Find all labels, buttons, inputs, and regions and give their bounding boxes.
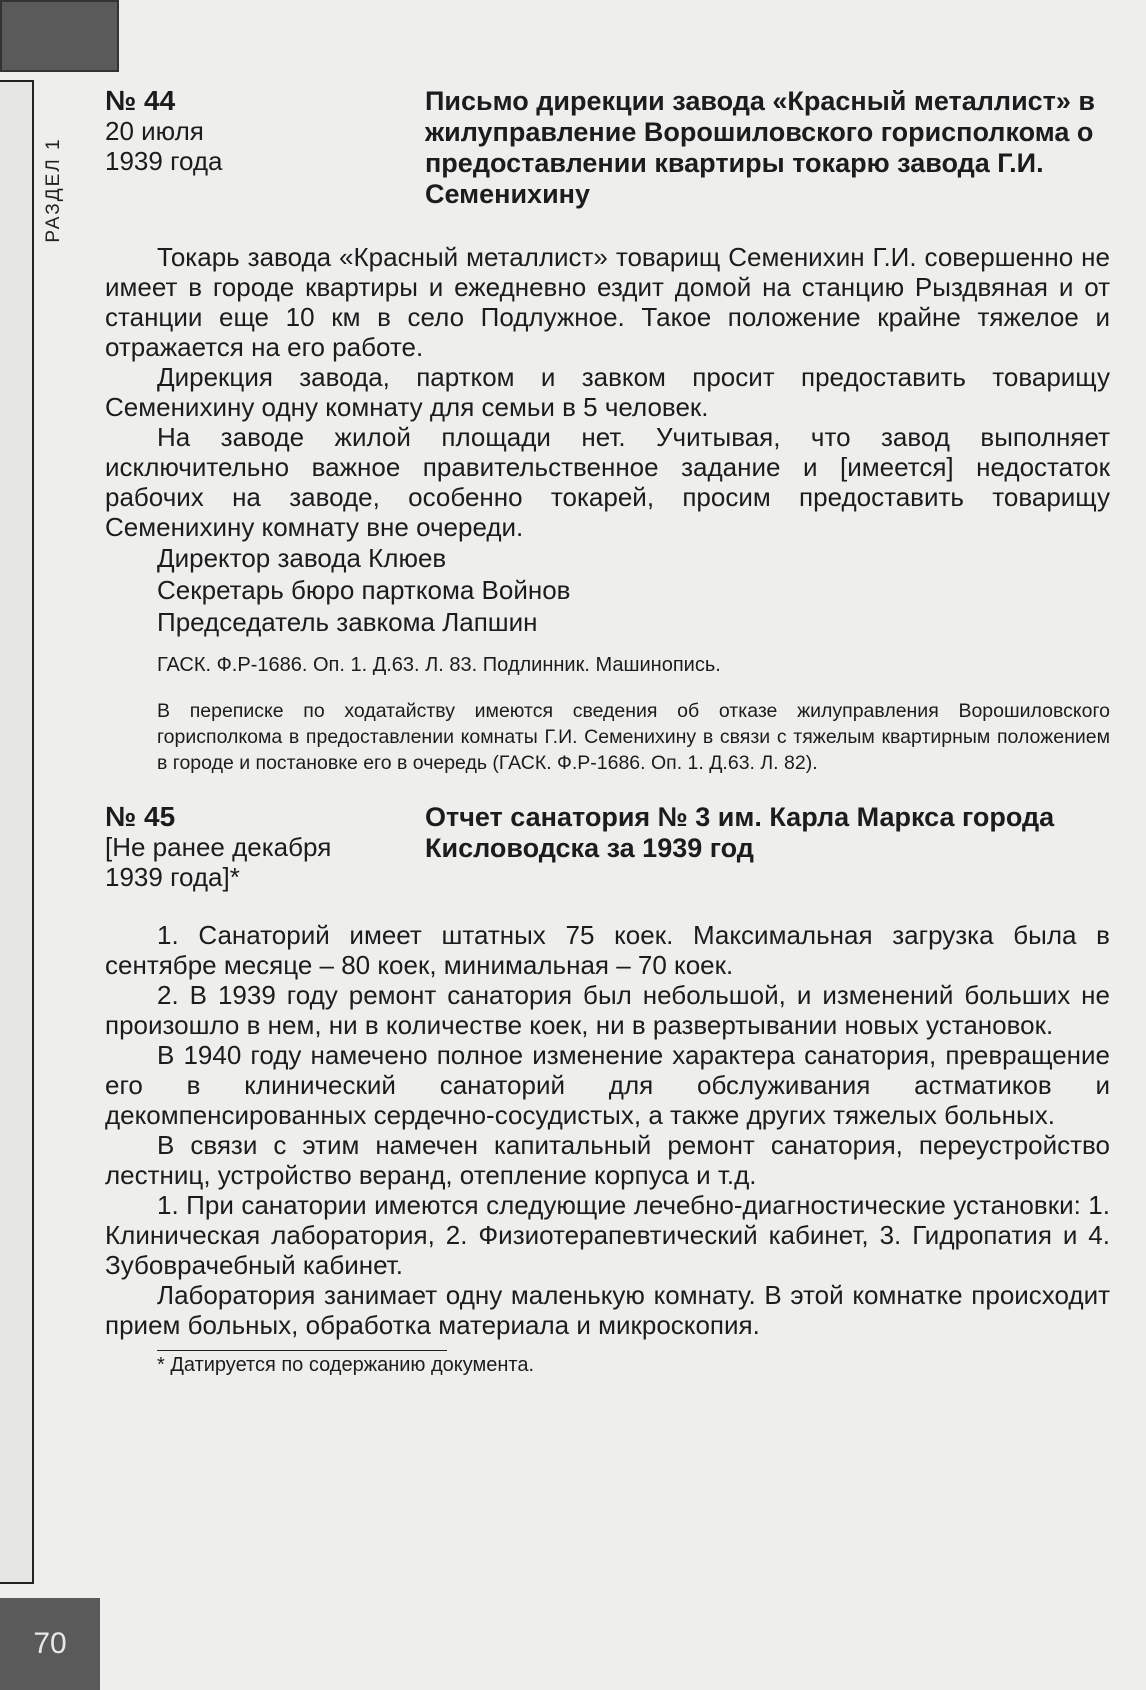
doc-number: № 45 [105, 801, 176, 832]
doc-date-line: 1939 года [105, 146, 223, 176]
signatures [105, 542, 1110, 638]
paragraph: В связи с этим намечен капитальный ремонт санатория, переустройство лестниц, устройство веранд, отепление корпуса и т.д. [105, 1130, 1110, 1190]
page-content [105, 86, 1110, 1379]
doc-body [105, 920, 1110, 1340]
document-45 [105, 802, 1110, 1379]
signature-line: Директор завода Клюев [157, 543, 447, 573]
paragraph: На заводе жилой площади нет. Учитывая, что завод выполняет исключительно важное правительственное задание и [имеется] недостаток рабочих на заводе, особенно токарей, просим предоставить товарищу Семенихину комнату вне очереди. [105, 422, 1110, 542]
doc-body [105, 242, 1110, 776]
footnote: * Датируется по содержанию документа. [157, 1354, 535, 1376]
doc-meta [105, 802, 420, 892]
section-label: РАЗДЕЛ 1 [43, 137, 64, 243]
paragraph: 1. Санаторий имеет штатных 75 коек. Максимальная загрузка была в сентябре месяце – 80 коек, минимальная – 70 коек. [105, 920, 1110, 980]
doc-header [105, 802, 1110, 892]
side-frame [0, 80, 34, 1584]
paragraph: 1. При санатории имеются следующие лечебно-диагностические установки: 1. Клиническая лаборатория, 2. Физиотерапевтический кабинет, 3. Гидропатия и 4. Зубоврачебный кабинет. [105, 1190, 1110, 1280]
archive-source: ГАСК. Ф.Р-1686. Оп. 1. Д.63. Л. 83. Подлинник. Машинопись. [157, 654, 721, 676]
document-44 [105, 86, 1110, 776]
doc-number: № 44 [105, 85, 176, 116]
corner-block [0, 0, 119, 72]
paragraph: В 1940 году намечено полное изменение характера санатория, превращение его в клинический санаторий для обслуживания астматиков и декомпенсированных сердечно-сосудистых, а также других тяжелых больных. [105, 1040, 1110, 1130]
signature-line: Председатель завкома Лапшин [157, 607, 538, 637]
editorial-note: В переписке по ходатайству имеются сведения об отказе жилуправления Ворошиловского горисполкома в предоставлении комнаты Г.И. Семенихину в связи с тяжелым квартирным положением в городе и постановке его в очередь (ГАСК. Ф.Р-1686. Оп. 1. Д.63. Л. 82). [157, 700, 1110, 774]
doc-title: Письмо дирекции завода «Красный металлист» в жилуправление Ворошиловского горисполкома о предоставлении квартиры токарю завода Г.И. Семенихину [425, 86, 1096, 209]
doc-date-line: 1939 года]* [105, 862, 240, 892]
paragraph: 2. В 1939 году ремонт санатория был небольшой, и изменений больших не произошло в нем, ни в количестве коек, ни в развертывании новых установок. [105, 980, 1110, 1040]
paragraph: Токарь завода «Красный металлист» товарищ Семенихин Г.И. совершенно не имеет в городе квартиры и ежедневно ездит домой на станцию Рыздвяная и от станции еще 10 км в село Подлужное. Такое положение крайне тяжелое и отражается на его работе. [105, 242, 1110, 362]
paragraph: Лаборатория занимает одну маленькую комнату. В этой комнатке происходит прием больных, обработка материала и микроскопия. [105, 1280, 1110, 1340]
doc-title: Отчет санатория № 3 им. Карла Маркса города Кисловодска за 1939 год [425, 802, 1055, 863]
signature-line: Секретарь бюро парткома Войнов [157, 575, 571, 605]
doc-header [105, 86, 1110, 210]
doc-date-line: 20 июля [105, 116, 204, 146]
doc-meta [105, 86, 420, 210]
doc-date-line: [Не ранее декабря [105, 832, 332, 862]
paragraph: Дирекция завода, партком и завком просит предоставить товарищу Семенихину одну комнату для семьи в 5 человек. [105, 362, 1110, 422]
page-number: 70 [0, 1598, 100, 1690]
